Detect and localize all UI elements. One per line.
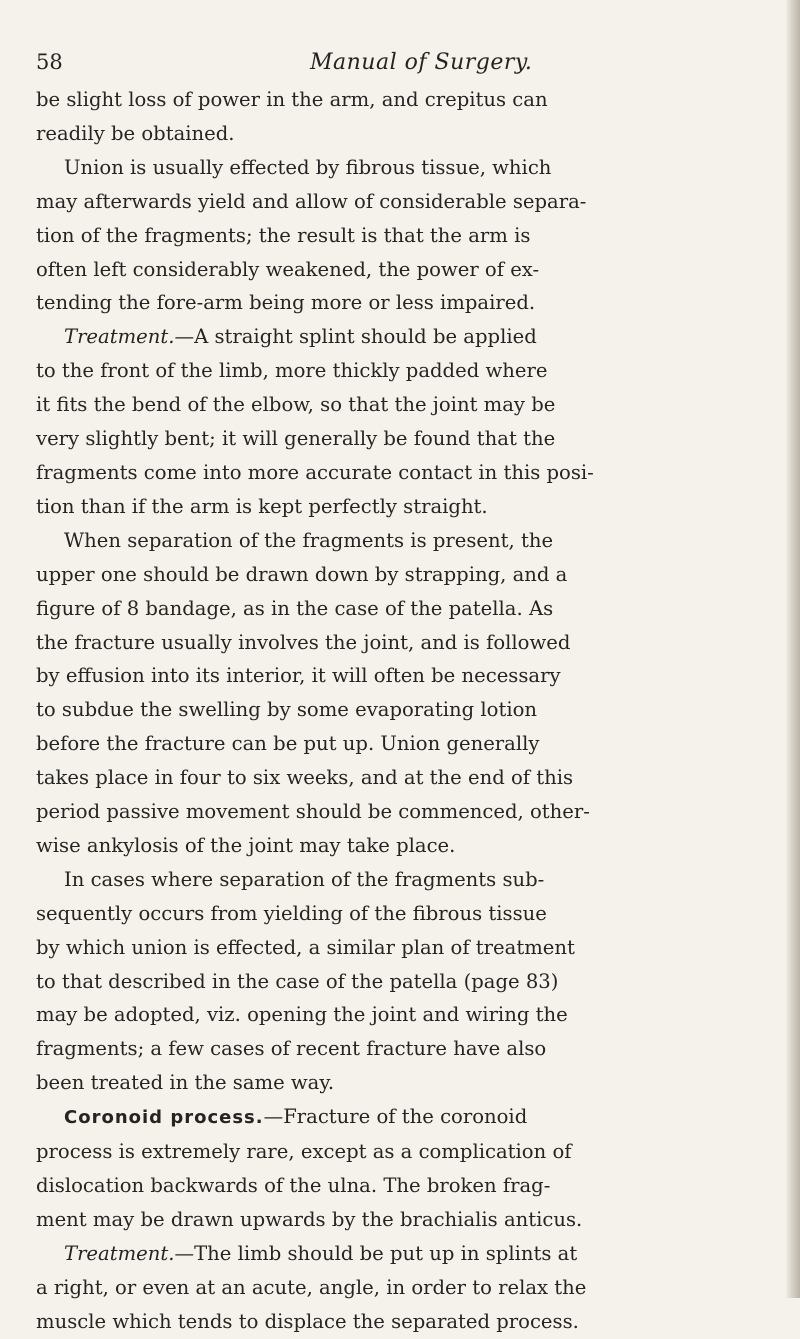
text-line: upper one should be drawn down by strapping, and a: [36, 562, 568, 586]
text-line: fragments; a few cases of recent fracture have also: [36, 1037, 547, 1061]
text-line: to that described in the case of the patella (page 83): [36, 969, 559, 993]
paragraph-union-2: [36, 151, 776, 321]
text-line: period passive movement should be commenced, other-: [36, 800, 590, 824]
paragraph-subsequent-separation: [36, 863, 776, 1100]
text-line: by which union is effected, a similar plan of treatment: [36, 935, 575, 959]
text-line: ment may be drawn upwards by the brachialis anticus.: [36, 1207, 583, 1231]
text-run: —A straight splint should be applied: [174, 325, 537, 349]
page-number: 58: [36, 50, 63, 74]
text-line: by effusion into its interior, it will often be necessary: [36, 664, 561, 688]
text-run: —Fracture of the coronoid: [263, 1105, 528, 1129]
treatment-heading: Treatment.: [64, 325, 175, 349]
text-line: readily be obtained.: [36, 121, 235, 145]
paragraph-separation: [36, 524, 776, 863]
text-line: to the front of the limb, more thickly padded where: [36, 359, 548, 383]
text-line: dislocation backwards of the ulna. The broken frag-: [36, 1174, 551, 1197]
text-line: often left considerably weakened, the power of ex-: [36, 257, 540, 281]
paragraph-treatment-1: [36, 320, 776, 523]
text-line: sequently occurs from yielding of the fibrous tissue: [36, 901, 547, 925]
running-title: Manual of Surgery.: [310, 50, 533, 75]
page-edge-shadow: [786, 0, 800, 1298]
paragraph-coronoid: [36, 1100, 776, 1237]
text-line: before the fracture can be put up. Union generally: [36, 732, 540, 756]
book-page: [36, 46, 776, 1339]
text-line: be slight loss of power in the arm, and crepitus can: [36, 88, 548, 111]
text-line: to subdue the swelling by some evaporating lotion: [36, 698, 538, 722]
text-line: muscle which tends to displace the separated process.: [36, 1309, 579, 1333]
text-line: [36, 320, 776, 354]
text-line: very slightly bent; it will generally be found that the: [36, 427, 556, 451]
text-line: tion of the fragments; the result is that the arm is: [36, 223, 531, 247]
text-line: fragments come into more accurate contact in this posi-: [36, 460, 594, 484]
text-line: wise ankylosis of the joint may take place.: [36, 833, 456, 857]
text-line: been treated in the same way.: [36, 1071, 335, 1095]
text-line: tending the fore-arm being more or less impaired.: [36, 291, 536, 315]
text-line: tion than if the arm is kept perfectly straight.: [36, 494, 488, 518]
text-line: may afterwards yield and allow of considerable separa-: [36, 189, 587, 213]
text-line: the fracture usually involves the joint, and is followed: [36, 630, 571, 654]
paragraph-treatment-2: [36, 1237, 776, 1339]
text-line: takes place in four to six weeks, and at the end of this: [36, 766, 574, 790]
text-line: When separation of the fragments is present, the: [64, 528, 554, 552]
text-line: a right, or even at an acute, angle, in order to relax the: [36, 1275, 587, 1299]
paragraph-union-1: [36, 83, 776, 151]
coronoid-heading: Coronoid process.: [64, 1107, 264, 1129]
page-header: [36, 46, 776, 80]
text-line: [36, 1100, 776, 1135]
text-run: —The limb should be put up in splints at: [174, 1241, 578, 1265]
text-line: figure of 8 bandage, as in the case of the patella. As: [36, 596, 554, 620]
text-line: it fits the bend of the elbow, so that the joint may be: [36, 393, 556, 417]
treatment-heading: Treatment.: [64, 1241, 175, 1265]
text-line: may be adopted, viz. opening the joint and wiring the: [36, 1003, 568, 1027]
text-line: process is extremely rare, except as a complication of: [36, 1140, 572, 1164]
text-line: In cases where separation of the fragments sub-: [64, 867, 545, 891]
text-line: [36, 1237, 776, 1271]
text-line: Union is usually effected by fibrous tissue, which: [64, 155, 552, 179]
